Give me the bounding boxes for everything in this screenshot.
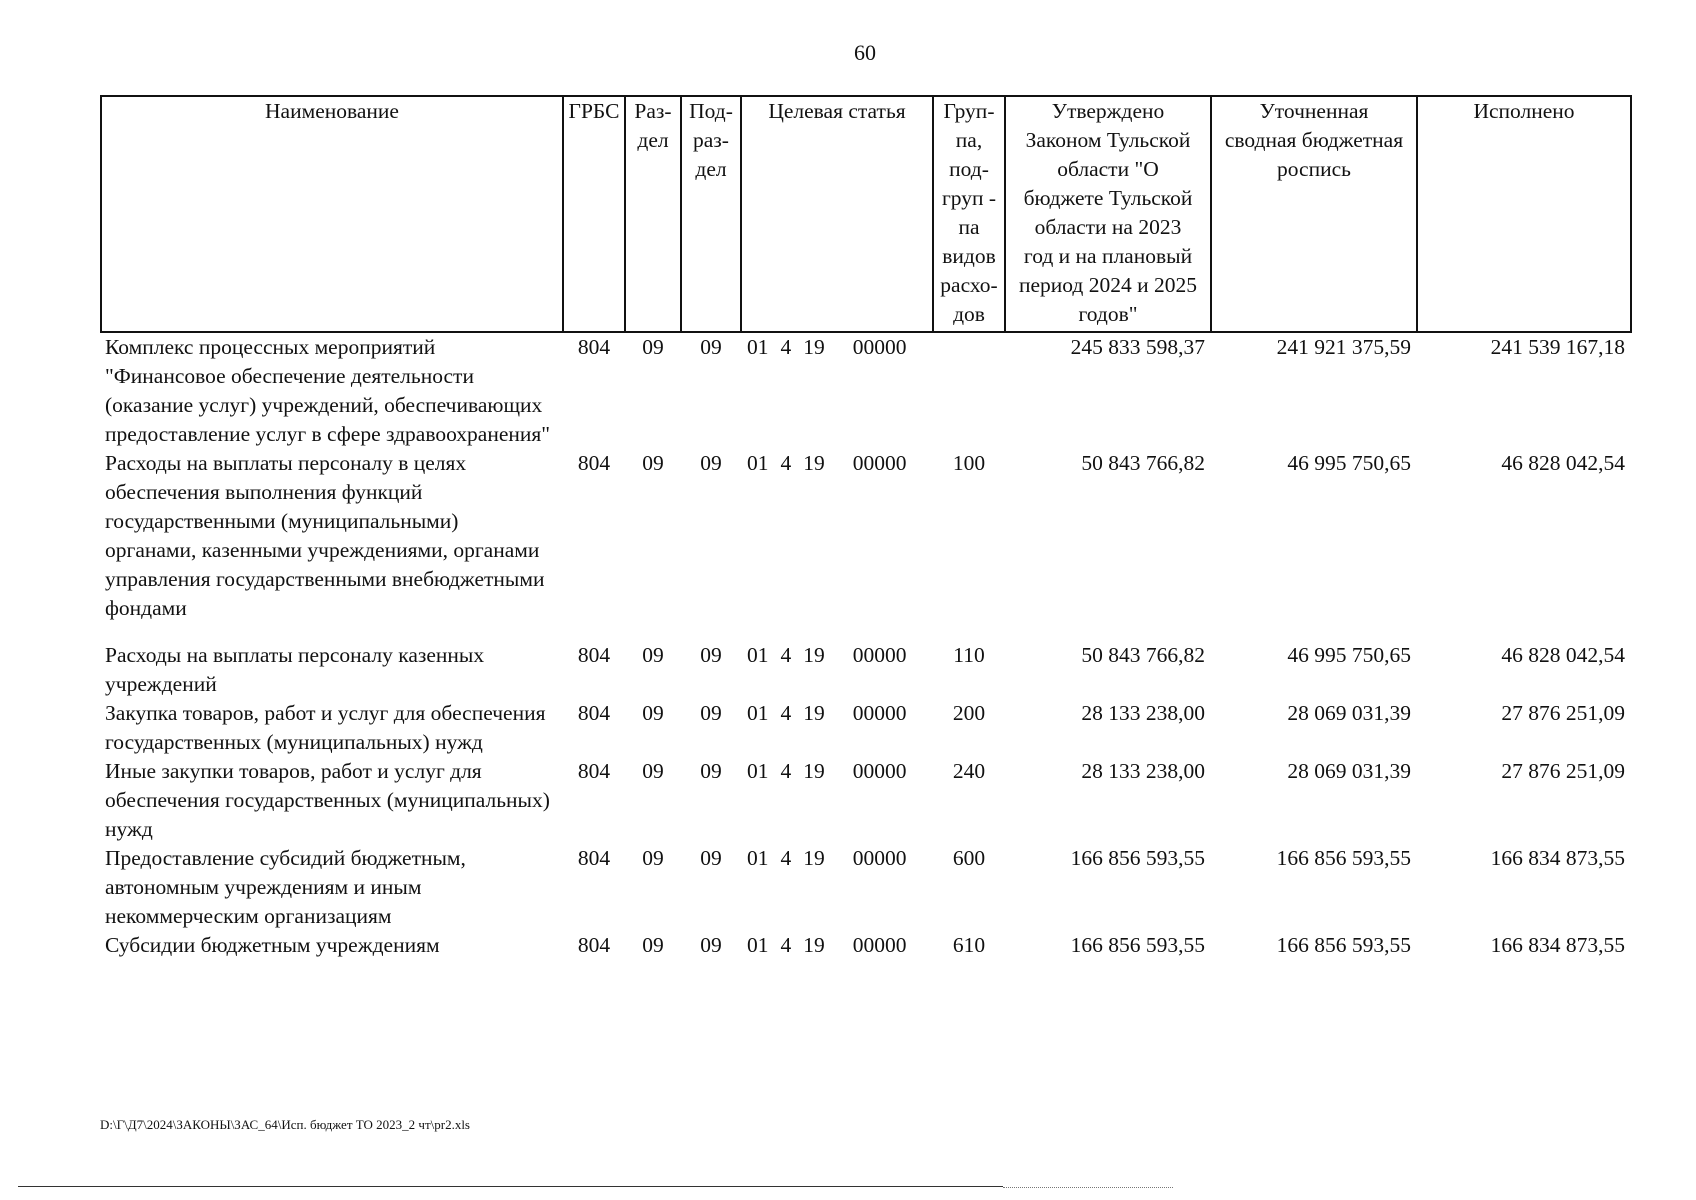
row-grbs: 804 xyxy=(577,701,611,725)
row-refined: 28 069 031,39 xyxy=(1287,759,1411,783)
row-podrazdel: 09 xyxy=(700,335,722,359)
table-row xyxy=(101,449,1631,623)
target-complex: 19 xyxy=(803,701,825,725)
row-razdel: 09 xyxy=(642,451,664,475)
row-approved: 50 843 766,82 xyxy=(1081,643,1205,667)
target-complex: 19 xyxy=(803,759,825,783)
target-direction: 00000 xyxy=(852,759,907,783)
row-podrazdel: 09 xyxy=(700,643,722,667)
target-complex: 19 xyxy=(803,451,825,475)
target-program: 01 xyxy=(747,643,769,667)
row-grbs: 804 xyxy=(577,759,611,783)
row-approved: 50 843 766,82 xyxy=(1081,451,1205,475)
row-approved: 28 133 238,00 xyxy=(1081,759,1205,783)
table-row xyxy=(101,641,1631,699)
bottom-rule xyxy=(18,1186,1003,1187)
row-grbs: 804 xyxy=(577,933,611,957)
target-type: 4 xyxy=(780,643,792,667)
row-razdel: 09 xyxy=(642,335,664,359)
row-group: 240 xyxy=(952,759,986,783)
target-program: 01 xyxy=(747,846,769,870)
header-refined: Уточненная сводная бюджетная роспись xyxy=(1211,96,1417,332)
header-podrazdel: Под- раз- дел xyxy=(681,96,741,332)
row-group: 100 xyxy=(952,451,986,475)
target-direction: 00000 xyxy=(852,643,907,667)
target-type: 4 xyxy=(780,451,792,475)
row-razdel: 09 xyxy=(642,643,664,667)
row-podrazdel: 09 xyxy=(700,759,722,783)
target-direction: 00000 xyxy=(852,335,907,359)
target-program: 01 xyxy=(747,335,769,359)
target-complex: 19 xyxy=(803,643,825,667)
table-row xyxy=(101,844,1631,931)
row-executed: 46 828 042,54 xyxy=(1501,643,1625,667)
row-refined: 166 856 593,55 xyxy=(1276,933,1411,957)
target-direction: 00000 xyxy=(852,701,907,725)
row-razdel: 09 xyxy=(642,701,664,725)
row-executed: 27 876 251,09 xyxy=(1501,701,1625,725)
row-target xyxy=(741,332,933,449)
budget-table xyxy=(100,95,1632,960)
row-target xyxy=(741,844,933,931)
row-refined: 166 856 593,55 xyxy=(1276,846,1411,870)
header-target: Целевая статья xyxy=(741,96,933,332)
row-approved: 166 856 593,55 xyxy=(1070,933,1205,957)
row-target xyxy=(741,641,933,699)
row-target xyxy=(741,931,933,960)
target-complex: 19 xyxy=(803,846,825,870)
row-executed: 241 539 167,18 xyxy=(1490,335,1625,359)
row-refined: 28 069 031,39 xyxy=(1287,701,1411,725)
row-approved: 28 133 238,00 xyxy=(1081,701,1205,725)
row-name: Расходы на выплаты персоналу казенных учреждений xyxy=(105,643,485,696)
row-executed: 27 876 251,09 xyxy=(1501,759,1625,783)
row-name: Расходы на выплаты персоналу в целях обеспечения выполнения функций государственными (муниципальными) органами, казенными учреждениями, органами управления государственными внебюджетными фондами xyxy=(105,451,545,620)
header-executed: Исполнено xyxy=(1417,96,1631,332)
row-name: Закупка товаров, работ и услуг для обеспечения государственных (муниципальных) нужд xyxy=(105,701,546,754)
header-razdel: Раз- дел xyxy=(625,96,681,332)
table-row xyxy=(101,931,1631,960)
row-group xyxy=(933,332,1005,449)
page-number: 60 xyxy=(854,40,876,65)
target-type: 4 xyxy=(780,846,792,870)
target-type: 4 xyxy=(780,759,792,783)
table-row xyxy=(101,332,1631,449)
row-refined: 46 995 750,65 xyxy=(1287,451,1411,475)
row-grbs: 804 xyxy=(577,846,611,870)
row-name: Иные закупки товаров, работ и услуг для обеспечения государственных (муниципальных) нужд xyxy=(105,759,550,841)
row-podrazdel: 09 xyxy=(700,846,722,870)
row-refined: 46 995 750,65 xyxy=(1287,643,1411,667)
row-name: Комплекс процессных мероприятий "Финансовое обеспечение деятельности (оказание услуг) учреждений, обеспечивающих предоставление услуг в сфере здравоохранения" xyxy=(105,335,551,446)
row-executed: 166 834 873,55 xyxy=(1490,846,1625,870)
row-razdel: 09 xyxy=(642,759,664,783)
header-group: Груп- па, под- груп - па видов расхо- дов xyxy=(933,96,1005,332)
row-refined: 241 921 375,59 xyxy=(1276,335,1411,359)
row-group: 600 xyxy=(952,846,986,870)
target-type: 4 xyxy=(780,335,792,359)
row-grbs: 804 xyxy=(577,451,611,475)
row-executed: 46 828 042,54 xyxy=(1501,451,1625,475)
row-approved: 245 833 598,37 xyxy=(1070,335,1205,359)
header-name: Наименование xyxy=(101,96,563,332)
row-group: 110 xyxy=(953,643,985,667)
target-program: 01 xyxy=(747,759,769,783)
row-name: Субсидии бюджетным учреждениям xyxy=(105,933,440,957)
row-grbs: 804 xyxy=(577,335,611,359)
file-path-footer: D:\Г\Д7\2024\ЗАКОНЫ\ЗАС_64\Исп. бюджет ТО 2023_2 чт\pr2.xls xyxy=(100,1117,470,1132)
table-row xyxy=(101,699,1631,757)
row-podrazdel: 09 xyxy=(700,933,722,957)
target-complex: 19 xyxy=(803,335,825,359)
row-name: Предоставление субсидий бюджетным, автономным учреждениям и иным некоммерческим организациям xyxy=(105,846,466,928)
row-target xyxy=(741,699,933,757)
row-target xyxy=(741,757,933,844)
row-target xyxy=(741,449,933,623)
row-razdel: 09 xyxy=(642,933,664,957)
target-program: 01 xyxy=(747,933,769,957)
row-spacer xyxy=(101,623,1631,641)
target-program: 01 xyxy=(747,451,769,475)
target-program: 01 xyxy=(747,701,769,725)
row-podrazdel: 09 xyxy=(700,451,722,475)
target-complex: 19 xyxy=(803,933,825,957)
budget-table-container xyxy=(100,95,1630,960)
row-podrazdel: 09 xyxy=(700,701,722,725)
target-direction: 00000 xyxy=(852,933,907,957)
row-approved: 166 856 593,55 xyxy=(1070,846,1205,870)
target-direction: 00000 xyxy=(852,451,907,475)
row-group: 610 xyxy=(952,933,986,957)
header-grbs: ГРБС xyxy=(563,96,625,332)
target-direction: 00000 xyxy=(852,846,907,870)
row-razdel: 09 xyxy=(642,846,664,870)
target-type: 4 xyxy=(780,933,792,957)
table-row xyxy=(101,757,1631,844)
row-group: 200 xyxy=(952,701,986,725)
bottom-rule-dotted xyxy=(1003,1187,1173,1188)
row-grbs: 804 xyxy=(577,643,611,667)
target-type: 4 xyxy=(780,701,792,725)
header-approved: Утверждено Законом Тульской области "О бюджете Тульской области на 2023 год и на плановый период 2024 и 2025 годов" xyxy=(1005,96,1211,332)
row-executed: 166 834 873,55 xyxy=(1490,933,1625,957)
table-header-row xyxy=(101,96,1631,332)
